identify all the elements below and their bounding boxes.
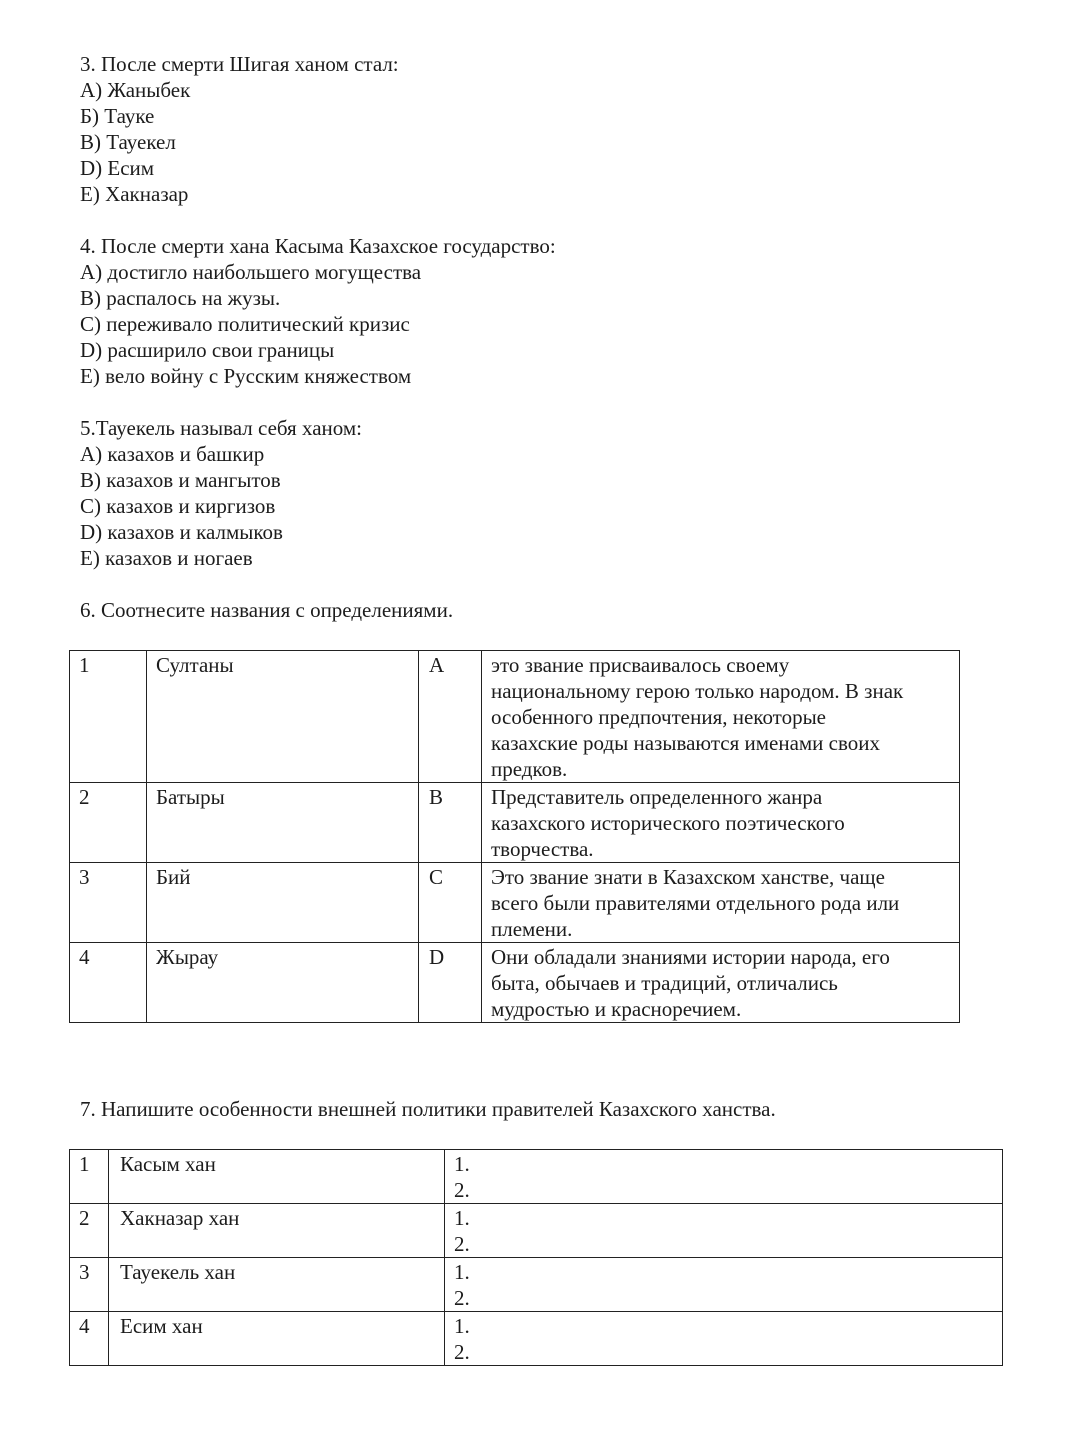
- table-row: [70, 943, 960, 1023]
- question-3: [80, 51, 399, 207]
- answer-cell: [445, 1258, 1003, 1312]
- answer-slot: 1.: [454, 1206, 470, 1230]
- ruler-name: Хакназар хан: [109, 1204, 445, 1258]
- q5-option-c: C) казахов и киргизов: [80, 494, 276, 518]
- definition-line: Представитель определенного жанра: [491, 785, 823, 809]
- definition-line: предков.: [491, 757, 568, 781]
- letter-cell: C: [419, 863, 482, 943]
- q3-option-c: В) Тауекел: [80, 130, 176, 154]
- table-row: [70, 863, 960, 943]
- term-cell: Султаны: [147, 651, 419, 783]
- q4-option-a: A) достигло наибольшего могущества: [80, 260, 422, 284]
- row-number: 2: [70, 1204, 109, 1258]
- ruler-name: Касым хан: [109, 1150, 445, 1204]
- definition-line: Они обладали знаниями истории народа, его: [491, 945, 890, 969]
- letter-cell: B: [419, 783, 482, 863]
- row-number: 1: [70, 651, 147, 783]
- definition-cell: [482, 783, 960, 863]
- table-row: [70, 1150, 1003, 1204]
- q3-option-d: D) Есим: [80, 156, 155, 180]
- letter-cell: A: [419, 651, 482, 783]
- row-number: 4: [70, 943, 147, 1023]
- row-number: 1: [70, 1150, 109, 1204]
- answer-cell: [445, 1150, 1003, 1204]
- q5-option-e: E) казахов и ногаев: [80, 546, 253, 570]
- term-cell: Батыры: [147, 783, 419, 863]
- term-cell: Бий: [147, 863, 419, 943]
- question-4: [80, 233, 556, 389]
- answer-slot: 2.: [454, 1178, 470, 1202]
- definition-line: мудростью и красноречием.: [491, 997, 742, 1021]
- answer-slot: 2.: [454, 1232, 470, 1256]
- row-number: 2: [70, 783, 147, 863]
- definition-cell: [482, 863, 960, 943]
- definition-cell: [482, 651, 960, 783]
- answer-slot: 1.: [454, 1152, 470, 1176]
- answer-slot: 1.: [454, 1314, 470, 1338]
- table-row: [70, 783, 960, 863]
- answer-slot: 2.: [454, 1286, 470, 1310]
- term-cell: Жырау: [147, 943, 419, 1023]
- answer-cell: [445, 1204, 1003, 1258]
- q5-option-d: D) казахов и калмыков: [80, 520, 283, 544]
- definition-line: казахского исторического поэтического: [491, 811, 845, 835]
- definition-line: Это звание знати в Казахском ханстве, чаще: [491, 865, 885, 889]
- q3-option-a: А) Жаныбек: [80, 78, 191, 102]
- definition-line: особенного предпочтения, некоторые: [491, 705, 826, 729]
- table-row: [70, 1258, 1003, 1312]
- answer-slot: 1.: [454, 1260, 470, 1284]
- question-7-text: 7. Напишите особенности внешней политики правителей Казахского ханства.: [80, 1097, 776, 1121]
- ruler-name: Тауекель хан: [109, 1258, 445, 1312]
- definition-line: национальному герою только народом. В знак: [491, 679, 904, 703]
- definition-line: казахские роды называются именами своих: [491, 731, 881, 755]
- q4-option-d: D) расширило свои границы: [80, 338, 335, 362]
- question-3-text: 3. После смерти Шигая ханом стал:: [80, 52, 399, 76]
- q4-option-c: C) переживало политический кризис: [80, 312, 410, 336]
- q3-option-b: Б) Тауке: [80, 104, 155, 128]
- q5-option-a: A) казахов и башкир: [80, 442, 265, 466]
- q4-option-b: B) распалось на жузы.: [80, 286, 281, 310]
- row-number: 3: [70, 863, 147, 943]
- q4-option-e: E) вело войну с Русским княжеством: [80, 364, 412, 388]
- question-6: [80, 597, 453, 623]
- table-row: [70, 651, 960, 783]
- row-number: 3: [70, 1258, 109, 1312]
- question-7: [80, 1096, 776, 1122]
- answer-slot: 2.: [454, 1340, 470, 1364]
- letter-cell: D: [419, 943, 482, 1023]
- definition-line: всего были правителями отдельного рода или: [491, 891, 900, 915]
- definition-cell: [482, 943, 960, 1023]
- question-5: [80, 415, 362, 571]
- row-number: 4: [70, 1312, 109, 1366]
- q5-option-b: B) казахов и мангытов: [80, 468, 281, 492]
- definition-line: это звание присваивалось своему: [491, 653, 790, 677]
- question-5-text: 5.Тауекель называл себя ханом:: [80, 416, 362, 440]
- ruler-name: Есим хан: [109, 1312, 445, 1366]
- definition-line: творчества.: [491, 837, 594, 861]
- matching-table: [69, 650, 960, 1023]
- q3-option-e: Е) Хакназар: [80, 182, 189, 206]
- table-row: [70, 1312, 1003, 1366]
- rulers-table: [69, 1149, 1003, 1366]
- definition-line: племени.: [491, 917, 573, 941]
- question-6-text: 6. Соотнесите названия с определениями.: [80, 598, 454, 622]
- table-row: [70, 1204, 1003, 1258]
- question-4-text: 4. После смерти хана Касыма Казахское государство:: [80, 234, 556, 258]
- answer-cell: [445, 1312, 1003, 1366]
- definition-line: быта, обычаев и традиций, отличались: [491, 971, 838, 995]
